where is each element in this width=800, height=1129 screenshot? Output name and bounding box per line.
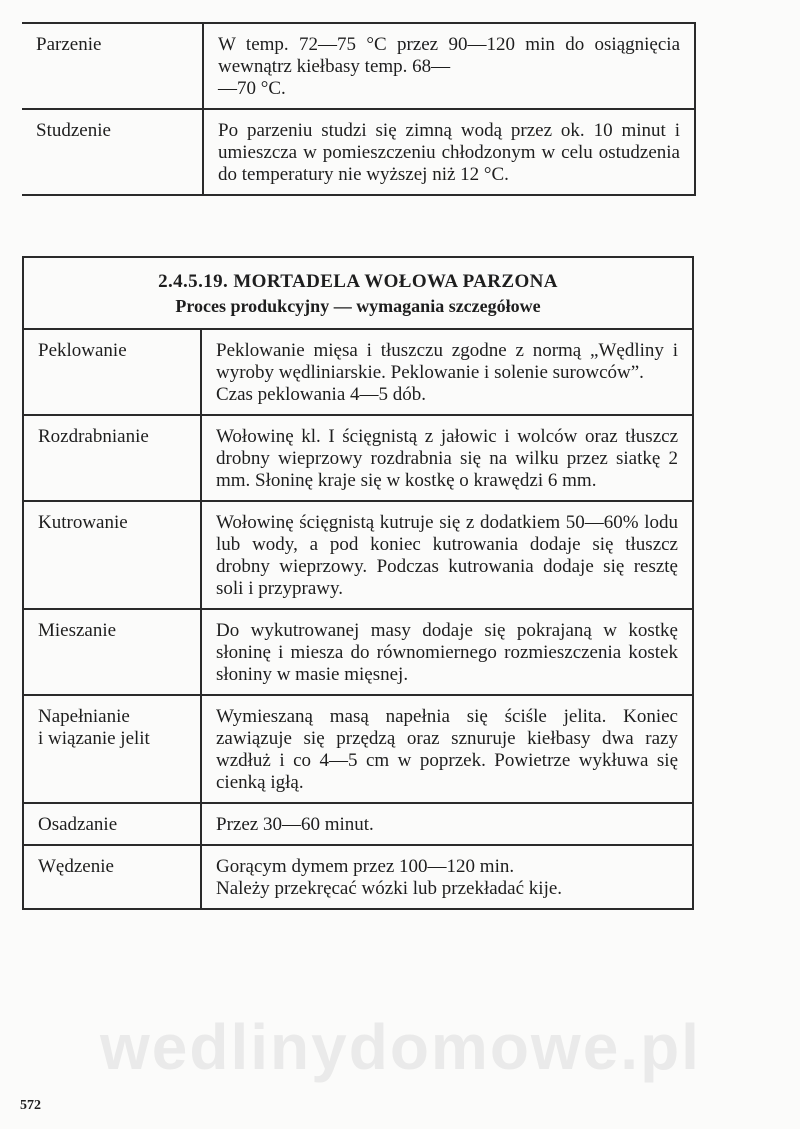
table-row (22, 109, 695, 195)
step-label: Kutrowanie (23, 501, 201, 609)
step-label: Osadzanie (23, 803, 201, 845)
mortadela-process-table (22, 256, 694, 910)
table-row (22, 23, 695, 109)
section-subtitle: Proces produkcyjny — wymagania szczegółowe (175, 296, 541, 316)
step-description: Wymieszaną masą napełnia się ściśle jelita. Koniec zawiązuje się przędzą oraz sznuruje kiełbasy dwa razy wzdłuż i co 4—5 cm w poprzek. Powietrze wykłuwa się cienką igłą. (201, 695, 693, 803)
table-header-row (23, 257, 693, 329)
step-description: Peklowanie mięsa i tłuszczu zgodne z normą „Wędliny i wyroby wędliniarskie. Peklowanie i solenie surowców”. Czas peklowania 4—5 dób. (201, 329, 693, 415)
table-row (23, 845, 693, 909)
section-title: 2.4.5.19. MORTADELA WOŁOWA PARZONA (158, 271, 558, 292)
table-row (23, 609, 693, 695)
watermark: wedlinydomowe.pl (100, 1011, 701, 1083)
step-description: Przez 30—60 minut. (201, 803, 693, 845)
step-description: Po parzeniu studzi się zimną wodą przez ok. 10 minut i umieszcza w pomieszczeniu chłodzonym w celu ostudzenia do temperatury nie wyższej niż 12 °C. (203, 109, 695, 195)
step-label: Mieszanie (23, 609, 201, 695)
step-description: Wołowinę kl. I ścięgnistą z jałowic i wolców oraz tłuszcz drobny wieprzowy rozdrabnia się na wilku przez siatkę 2 mm. Słoninę kraje się w kostkę o krawędzi 6 mm. (201, 415, 693, 501)
table-row (23, 329, 693, 415)
step-description: W temp. 72—75 °C przez 90—120 min do osiągnięcia wewnątrz kiełbasy temp. 68— —70 °C. (203, 23, 695, 109)
table-header (23, 257, 693, 329)
table-row (23, 695, 693, 803)
top-process-table (22, 22, 696, 196)
step-label: Parzenie (22, 23, 203, 109)
step-label: Wędzenie (23, 845, 201, 909)
step-label: Napełnianie i wiązanie jelit (23, 695, 201, 803)
step-label: Rozdrabnianie (23, 415, 201, 501)
step-description: Gorącym dymem przez 100—120 min. Należy przekręcać wózki lub przekładać kije. (216, 856, 563, 899)
table-row (23, 803, 693, 845)
page-number: 572 (20, 1098, 41, 1113)
step-description: Wołowinę ścięgnistą kutruje się z dodatkiem 50—60% lodu lub wody, a pod koniec kutrowania dodaje się tłuszcz drobny wieprzowy. Podczas kutrowania dodaje się resztę soli i przyprawy. (201, 501, 693, 609)
step-label: Studzenie (22, 109, 203, 195)
table-row (23, 501, 693, 609)
step-description: Do wykutrowanej masy dodaje się pokrajaną w kostkę słoninę i miesza do równomiernego rozmieszczenia kostek słoniny w masie mięsnej. (201, 609, 693, 695)
table-row (23, 415, 693, 501)
step-label: Peklowanie (23, 329, 201, 415)
